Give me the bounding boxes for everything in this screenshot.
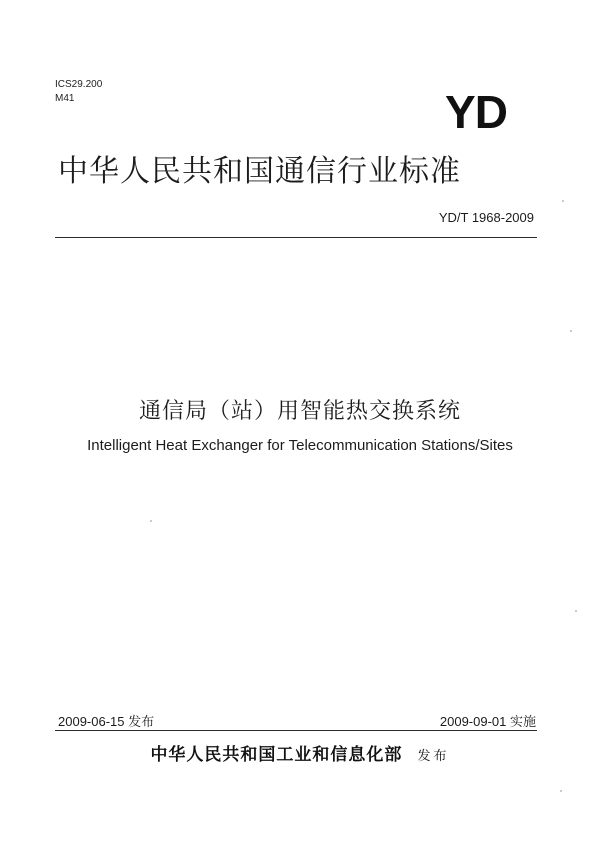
scan-speck: [562, 200, 564, 202]
scan-speck: [560, 790, 562, 792]
classification-codes: [55, 78, 102, 106]
publisher-line: [0, 740, 600, 765]
yd-logo-text: YD: [445, 88, 507, 134]
scan-speck: [150, 520, 152, 522]
issue-date: 2009-06-15 发布: [58, 714, 155, 729]
ics-code: ICS29.200: [55, 79, 103, 90]
publisher-organization: 中华人民共和国工业和信息化部: [150, 745, 403, 765]
standard-category-title: 中华人民共和国通信行业标准: [58, 154, 461, 189]
document-title-chinese: 通信局（站）用智能热交换系统: [138, 399, 461, 424]
publisher-action: 发布: [417, 749, 450, 764]
implementation-date: 2009-09-01 实施: [439, 714, 536, 729]
ccs-code: M41: [55, 93, 75, 104]
footer-divider: [55, 730, 537, 731]
header-divider: [55, 237, 537, 238]
standard-code: YD/T 1968-2009: [438, 210, 534, 225]
document-title-english: Intelligent Heat Exchanger for Telecommunication Stations/Sites: [87, 437, 513, 454]
yd-logo: [428, 88, 524, 134]
scan-speck: [575, 610, 577, 612]
scan-speck: [570, 330, 572, 332]
